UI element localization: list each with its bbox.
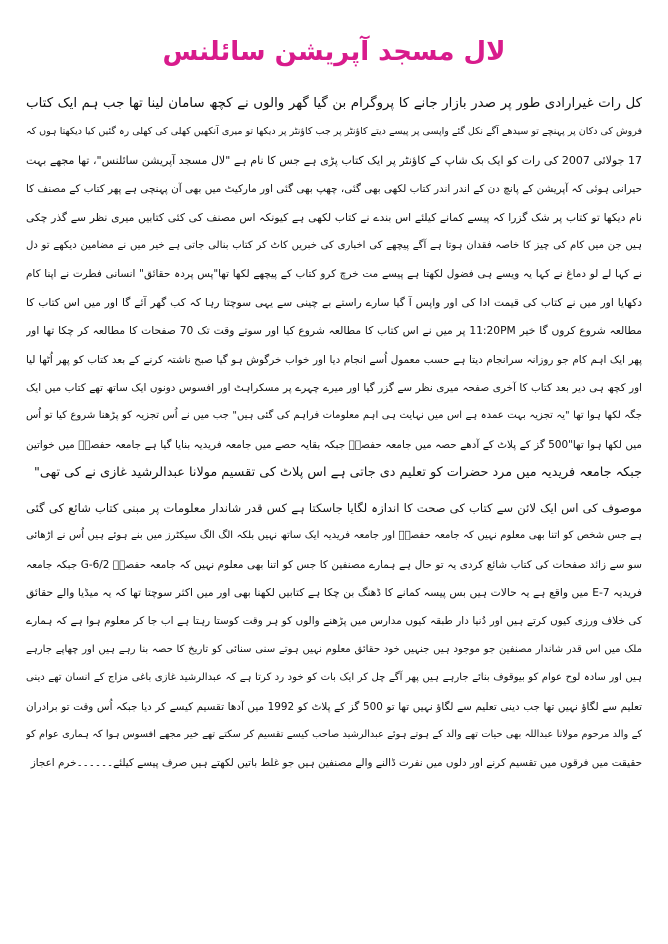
paragraph-line: نے کہا لے لو دماغ نے کہا یہ ویسے ہی فضول لکھتا ہے پیسے مت خرچ کرو کتاب کے پیچھے لکھا تھا"پس پردہ حقائق" انسانی فطرت نے اپنا کام <box>26 268 642 281</box>
paragraph-line: 17 جولائی 2007 کی رات کو ایک بک شاپ کے کاؤنٹر پر ایک کتاب پڑی ہے جس کا نام ہے "لال مسجد آپریشن سائلنس"، تھا مجھے بہت <box>26 153 642 167</box>
paragraph-line: تعلیم سے لگاؤ نہیں تھا جب دینی تعلیم سے لگاؤ نہیں تھا تو 500 گز کے پلاٹ کو 1992 میں آدھا تقسیم کیسے کر دیا جبکہ اُس وقت تو برادران <box>26 700 642 713</box>
paragraph-line: ملک میں اس قدر شاندار مصنفین جو موجود ہیں جنہیں خود حقائق معلوم نہیں ہوتے سنی سنائی کو تاریخ کا حصہ بنا رہے ہیں اور چھاپے جارہے <box>26 643 642 655</box>
paragraph-line: مطالعہ شروع کروں گا خیر 11:20PM پر میں نے اس کتاب کا مطالعہ شروع کیا اور سوتے وقت تک 70 صفحات کا مطالعہ کر چکا تھا اور <box>26 324 642 338</box>
paragraph-2 <box>26 494 642 778</box>
paragraph-line: فریدیہ E-7 میں واقع ہے یہ حالات ہیں بس پیسہ کمانے کا ڈھنگ بن چکا ہے کتابیں لکھنا بھی اور میں اکثر سوچتا تھا کہ یہ میڈیا والے حقائق <box>26 585 642 599</box>
paragraph-line: فروش کی دکان پر پہنچے تو سیدھے آگے نکل گئے واپسی پر پیسے دیتے کاؤنٹر پر جب کاؤنٹر پر دیکھا تو میری آنکھیں کھلی کی کھلی رہ گئیں کیا دیکھتا ہوں کہ <box>26 126 642 138</box>
paragraph-line: اور کچھ ہی دیر بعد کتاب کا آخری صفحہ میری نظر سے گزر گیا اور میرے چہرے پر مسکراہٹ اور افسوس دونوں ایک ساتھ تھے کتاب میں ایک <box>26 382 642 395</box>
paragraph-line: نام دیکھا تو کتاب پر شک گزرا کہ پیسے کمانے کیلئے اس بندے نے کتاب لکھی ہے کیونکہ اس مصنف کی کئی کتابیں میری نظر سے گذر چکی <box>26 210 642 224</box>
paragraph-line: میں لکھا ہوا تھا"500 گز کے پلاٹ کے آدھے حصہ میں جامعہ حفصہؓ جبکہ بقایہ حصے میں جامعہ فریدیہ بنایا گیا ہے جامعہ حفصہؓ میں خواتین <box>26 438 642 451</box>
paragraph-line: حقیقت میں فرقوں میں تقسیم کرنے اور دلوں میں نفرت ڈالنے والے مصنفین ہیں جو غلط باتیں لکھتے ہیں صرف پیسے کیلئے۔۔۔۔۔۔خرم اعجاز <box>30 757 642 770</box>
paragraph-line: کے والد مرحوم مولانا عبداللہ بھی حیات تھے والد کے ہوتے ہوئے عبدالرشید صاحب کیسے تقسیم کر سکتے تھے خیر مجھے افسوس ہوا کہ ہماری عوام کو <box>26 728 642 740</box>
article-title: لال مسجد آپریشن سائلنس <box>162 37 506 67</box>
paragraph-line: سو سے زائد صفحات کی کتاب شائع کردی یہ تو حال ہے ہمارے مصنفین کا جس کو اتنا بھی معلوم نہیں کہ جامعہ حفصہؓ G-6/2 جبکہ جامعہ <box>26 558 642 571</box>
paragraph-line: ہیں جن میں کام کی چیز کا خاصہ فقدان ہوتا ہے آگے پیچھے کی اخباری کی خبریں کاٹ کر کتاب بنالی جاتی ہے خیر میں نے مضامین دیکھے تو دل <box>26 240 642 252</box>
paragraph-1 <box>26 90 642 488</box>
paragraph-line: حیرانی ہوئی کہ آپریشن کے پانچ دن کے اندر اندر کتاب لکھی بھی گئی، چھپ بھی گئی اور مارکیٹ میں بھی آن پہنچی ہے پھر کتاب کے مصنف کا <box>26 183 642 196</box>
paragraph-line: موصوف کی اس ایک لائن سے کتاب کی صحت کا اندازہ لگایا جاسکتا ہے کس قدر شاندار معلومات پر مبنی کتاب شائع کی گئی <box>26 500 642 515</box>
paragraph-line: کی خلاف ورزی کیوں کرتے ہیں اور دُنیا دار طبقہ کیوں مدارس میں پڑھنے والوں کو ہر وقت کوستا رہتا ہے اب جا کر معلوم ہوا ہے کہ ہمارے <box>26 615 642 628</box>
paragraph-line: دکھایا اور میں نے کتاب کی قیمت ادا کی اور واپس آ گیا سارے راستے بے چینی سے یہی سوچتا رہا کہ کب گھر آئے گا اور میں اس کتاب کا <box>26 295 642 309</box>
article <box>26 26 642 926</box>
paragraph-line: جبکہ جامعہ فریدیہ میں مرد حضرات کو تعلیم دی جاتی ہے اس پلاٹ کی تقسیم مولانا عبدالرشید غازی نے کی تھی" <box>34 465 642 481</box>
paragraph-line: ہیں اور سادہ لوح عوام کو بیوقوف بنائے جارہے ہیں پھر آگے چل کر ایک بات کو خود رد کرتا ہے کہ عبدالرشید غازی باغی مزاج کے انسان تھے دینی <box>26 672 642 684</box>
paragraph-line: جگہ لکھا ہوا تھا "یہ تجزیہ بہت عمدہ ہے اس میں نہایت ہی اہم معلومات فراہم کی گئی ہیں" جب میں نے اُس تجزیہ کو پڑھنا شروع کیا تو اُس <box>26 410 642 422</box>
paragraph-line: ہے جس شخص کو اتنا بھی معلوم نہیں کہ جامعہ حفصہؓ اور جامعہ فریدیہ ایک ساتھ نہیں بلکہ الگ الگ سیکٹرز میں بنے ہوئے ہیں اُس نے اڑھائی <box>26 530 642 542</box>
paragraph-line: پھر ایک اہم کام جو روزانہ سرانجام دیتا ہے حسب معمول اُسے انجام دیا اور خواب خرگوش ہو گیا صبح ناشتہ کرنے کے بعد کتاب کو پھر اُٹھا لیا <box>26 353 642 366</box>
paragraph-line: کل رات غیرارادی طور پر صدر بازار جانے کا پروگرام بن گیا گھر والوں نے کچھ سامان لینا تھا جب ہم ایک کتاب <box>26 96 642 111</box>
